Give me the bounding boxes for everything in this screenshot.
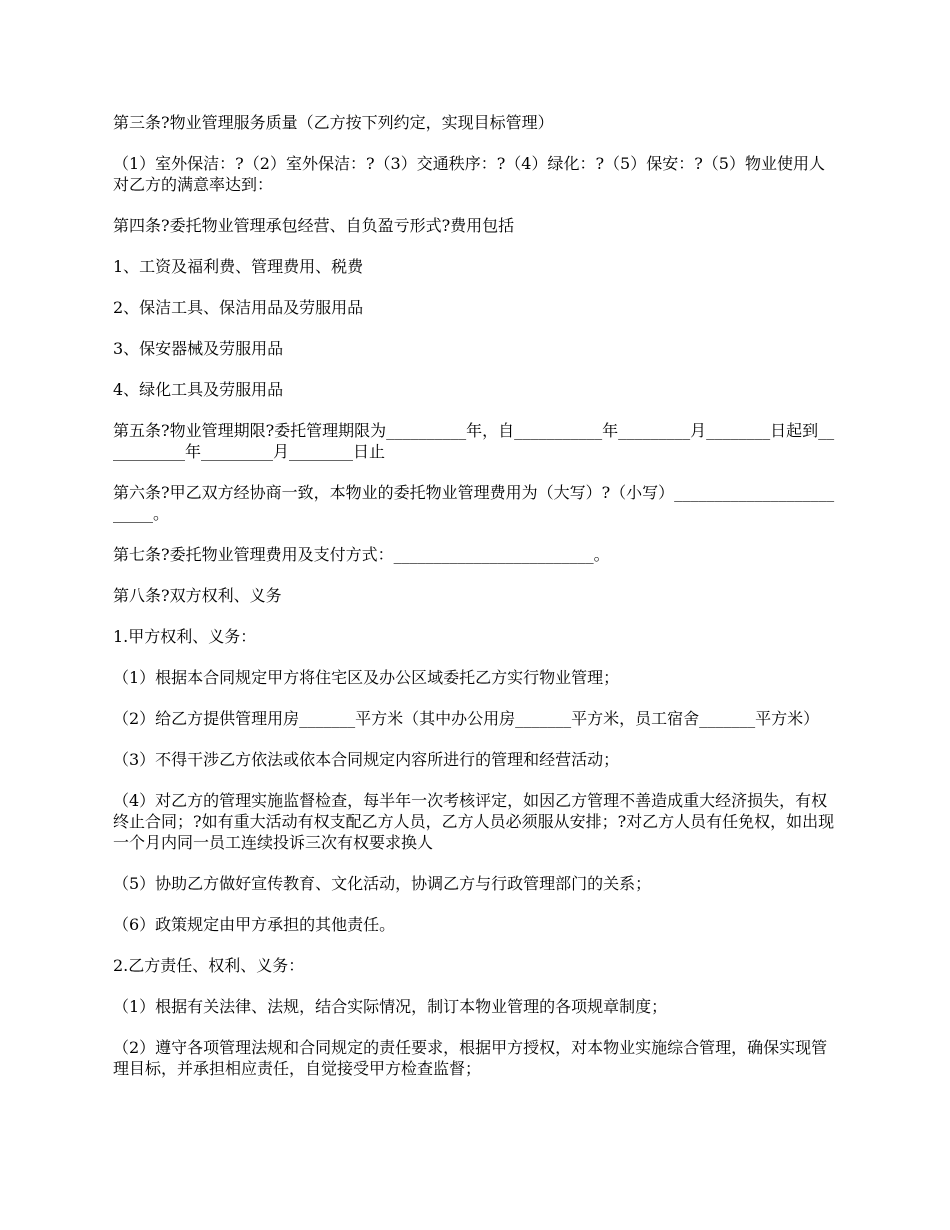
article-4-heading: 第四条?委托物业管理承包经营、自负盈亏形式?费用包括 bbox=[113, 216, 515, 235]
party-a-item-4: （4）对乙方的管理实施监督检查，每半年一次考核评定，如因乙方管理不善造成重大经济损失，有权终止合同；?如有重大活动有权支配乙方人员，乙方人员必须服从安排；?对乙方人员有任免权，如出现一个月内同一员工连续投诉三次有权要求换人 bbox=[113, 791, 835, 852]
fee-item-3: 3、保安器械及劳服用品 bbox=[113, 339, 284, 358]
document-body bbox=[113, 112, 838, 1099]
party-a-item-6: （6）政策规定由甲方承担的其他责任。 bbox=[113, 915, 396, 934]
fee-item-1: 1、工资及福利费、管理费用、税费 bbox=[113, 257, 364, 276]
article-6-fee: 第六条?甲乙双方经协商一致，本物业的委托物业管理费用为（大写）?（小写）_________________________。 bbox=[113, 483, 835, 523]
party-a-heading: 1.甲方权利、义务： bbox=[113, 627, 257, 646]
fee-item-4: 4、绿化工具及劳服用品 bbox=[113, 380, 284, 399]
article-7-payment: 第七条?委托物业管理费用及支付方式：_________________________。 bbox=[113, 545, 610, 564]
service-quality-targets: （1）室外保洁：?（2）室外保洁：?（3）交通秩序：?（4）绿化：?（5）保安：?（5）物业使用人对乙方的满意率达到： bbox=[113, 154, 825, 194]
party-a-item-2: （2）给乙方提供管理用房_______平方米（其中办公用房_______平方米，员工宿舍_______平方米） bbox=[113, 709, 820, 728]
party-a-item-3: （3）不得干涉乙方依法或依本合同规定内容所进行的管理和经营活动； bbox=[113, 750, 620, 769]
article-5-term: 第五条?物业管理期限?委托管理期限为__________年，自___________年_________月________日起到___________年_________月________日止 bbox=[113, 421, 835, 461]
party-a-item-5: （5）协助乙方做好宣传教育、文化活动，协调乙方与行政管理部门的关系； bbox=[113, 874, 652, 893]
article-8-heading: 第八条?双方权利、义务 bbox=[113, 586, 282, 605]
fee-item-2: 2、保洁工具、保洁用品及劳服用品 bbox=[113, 298, 364, 317]
article-3-heading: 第三条?物业管理服务质量（乙方按下列约定，实现目标管理） bbox=[113, 113, 554, 132]
party-a-item-1: （1）根据本合同规定甲方将住宅区及办公区域委托乙方实行物业管理； bbox=[113, 668, 620, 687]
party-b-item-2: （2）遵守各项管理法规和合同规定的责任要求，根据甲方授权，对本物业实施综合管理，确保实现管理目标，并承担相应责任，自觉接受甲方检查监督； bbox=[113, 1038, 828, 1078]
party-b-item-1: （1）根据有关法律、法规，结合实际情况，制订本物业管理的各项规章制度； bbox=[113, 997, 668, 1016]
party-b-heading: 2.乙方责任、权利、义务： bbox=[113, 956, 305, 975]
